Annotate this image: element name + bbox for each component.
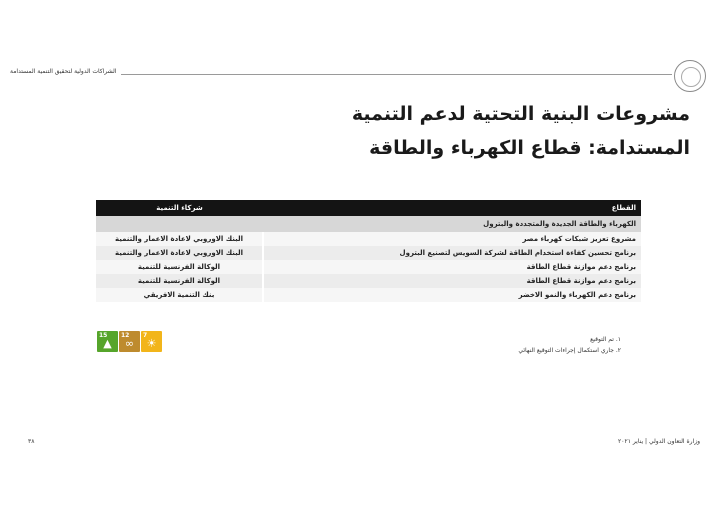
partner-cell: البنك الاوروبي لاعادة الاعمار والتنمية	[96, 246, 263, 260]
partner-cell: البنك الاوروبي لاعادة الاعمار والتنمية	[96, 232, 263, 246]
sdg-number: 7	[143, 332, 148, 339]
footnote-2: ٢. جاري استكمال إجراءات التوقيع النهائي	[518, 347, 621, 354]
page-title-line2: المستدامة: قطاع الكهرباء والطاقة	[369, 137, 690, 159]
table-row	[96, 288, 641, 302]
table-row	[96, 274, 641, 288]
page-title	[270, 97, 690, 165]
sdg-number: 15	[99, 332, 108, 339]
page-title-line1: مشروعات البنية التحتية لدعم التنمية	[351, 103, 690, 125]
sector-group-label: الكهرباء والطاقة الجديدة والمتجددة والبترول	[96, 216, 641, 232]
sdg-responsible-consumption-icon: 12 ∞	[119, 331, 140, 352]
sector-column-header: القطاع	[263, 200, 641, 216]
ministry-emblem-icon	[674, 60, 706, 92]
sdg-life-on-land-icon: 15 ▲	[97, 331, 118, 352]
sdg-number: 12	[121, 332, 130, 339]
table-group-row	[96, 216, 641, 232]
sector-cell: برنامج دعم موازنة قطاع الطاقة	[263, 260, 641, 274]
header-caption: الشراكات الدولية لتحقيق التنمية المستدامة	[6, 68, 121, 75]
partner-cell: الوكالة الفرنسية للتنمية	[96, 274, 263, 288]
projects-table	[96, 200, 641, 302]
partner-cell: الوكالة الفرنسية للتنمية	[96, 260, 263, 274]
footnotes	[381, 334, 621, 356]
partner-cell: بنك التنمية الافريقي	[96, 288, 263, 302]
sector-cell: برنامج دعم الكهرباء والنمو الاخضر	[263, 288, 641, 302]
sector-cell: برنامج دعم موازنة قطاع الطاقة	[263, 274, 641, 288]
table-row	[96, 232, 641, 246]
footer-publication: وزارة التعاون الدولي | يناير ٢٠٢١	[618, 438, 700, 445]
partners-column-header: شركاء التنمية	[96, 200, 263, 216]
page-number: ٣٨	[28, 438, 35, 445]
table-row	[96, 246, 641, 260]
table-row	[96, 260, 641, 274]
table-header-row	[96, 200, 641, 216]
footnote-1: ١. تم التوقيع	[590, 336, 621, 343]
sdg-clean-energy-icon: 7 ☀	[141, 331, 162, 352]
sector-cell: برنامج تحسين كفاءة استخدام الطاقة لشركة السويس لتصنيع البترول	[263, 246, 641, 260]
sector-cell: مشروع تعزيز شبكات كهرباء مصر	[263, 232, 641, 246]
